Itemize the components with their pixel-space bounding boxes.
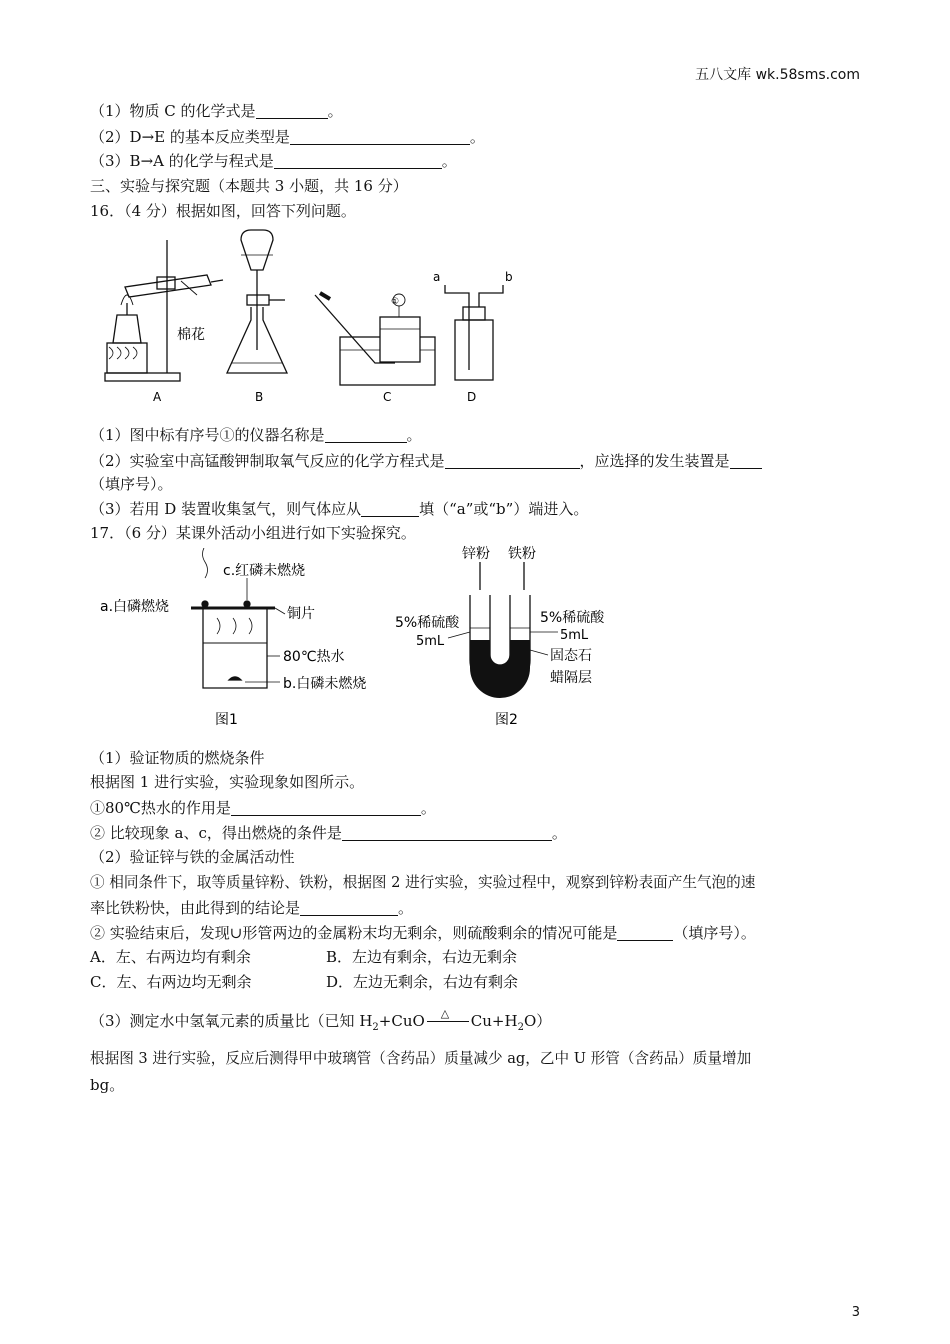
apparatus-b-label: B <box>255 390 264 404</box>
q17-part2-q2: ② 实验结束后，发现∪形管两边的金属粉末均无剩余，则硫酸剩余的情况可能是 （填序号）。 <box>90 924 756 942</box>
wax-label-2: 蜡隔层 <box>550 670 592 686</box>
option-d[interactable]: D．左边无剩余，右边有剩余 <box>326 973 519 991</box>
zinc-label: 锌粉 <box>462 546 490 562</box>
apparatus-figure <box>95 225 535 410</box>
q16-part2: （2）实验室中高锰酸钾制取氧气反应的化学方程式是 ，应选择的发生装置是 <box>90 450 762 472</box>
q17-part3: （3）测定水中氢氧元素的质量比（已知 $H_2+CuO$ △ $Cu+H_2O$） <box>90 1010 551 1039</box>
marker-1: ① <box>390 297 400 307</box>
option-c[interactable]: C．左、右两边均无剩余 <box>90 973 252 991</box>
q17-part2-q1-line1: ① 相同条件下，取等质量锌粉、铁粉，根据图 2 进行实验，实验过程中，观察到锌粉表面产生气泡的速 <box>90 874 756 891</box>
q17-part3-line2: bg。 <box>90 1076 125 1094</box>
figure-1 <box>95 548 395 733</box>
cotton-label: 棉花 <box>177 327 205 343</box>
q15-part1: （1）物质 C 的化学式是 。 <box>90 102 343 120</box>
answer-blank[interactable] <box>300 900 398 916</box>
answer-blank[interactable] <box>274 153 442 169</box>
q17-part2-title: （2）验证锌与铁的金属活动性 <box>90 848 295 866</box>
answer-blank[interactable] <box>361 501 419 517</box>
answer-blank[interactable] <box>325 427 407 443</box>
apparatus-a-label: A <box>153 390 162 404</box>
q17-part1-title: （1）验证物质的燃烧条件 <box>90 749 265 767</box>
q17-part1-q1: ①80℃热水的作用是 。 <box>90 799 436 817</box>
vol-left-label: 5mL <box>416 634 445 649</box>
answer-blank[interactable] <box>445 453 580 469</box>
q17-stem: 17．（6 分）某课外活动小组进行如下实验探究。 <box>90 524 416 542</box>
answer-blank[interactable] <box>256 103 328 119</box>
q17-part1-q2: ② 比较现象 a、c，得出燃烧的条件是 。 <box>90 824 567 842</box>
fig1-b-label: b.白磷未燃烧 <box>283 676 367 692</box>
figure-2 <box>390 540 630 735</box>
q15-part2: （2）D→E 的基本反应类型是 。 <box>90 128 485 146</box>
copper-label: 铜片 <box>287 606 315 622</box>
answer-blank[interactable] <box>730 453 762 469</box>
q17-part1-intro: 根据图 1 进行实验，实验现象如图所示。 <box>90 773 365 791</box>
q16-part3: （3）若用 D 装置收集氢气，则气体应从 填（“a”或“b”）端进入。 <box>90 500 589 518</box>
port-a-label: a <box>433 270 441 284</box>
apparatus-d-label: D <box>467 390 477 404</box>
answer-blank[interactable] <box>342 825 552 841</box>
reaction-arrow <box>427 1007 469 1022</box>
fig1-a-label: a.白磷燃烧 <box>100 599 170 615</box>
answer-blank[interactable] <box>290 129 470 145</box>
page-number: 3 <box>851 1305 860 1320</box>
q17-part3-line1: 根据图 3 进行实验，反应后测得甲中玻璃管（含药品）质量减少 ag，乙中 U 形管（含药品）质量增加 <box>90 1050 752 1067</box>
option-b[interactable]: B．左边有剩余，右边无剩余 <box>326 948 518 966</box>
q15-part3: （3）B→A 的化学与程式是 。 <box>90 152 457 170</box>
answer-blank[interactable] <box>231 800 421 816</box>
apparatus-a <box>105 240 223 381</box>
iron-label: 铁粉 <box>508 546 536 562</box>
q16-part1: （1）图中标有序号①的仪器名称是 。 <box>90 426 422 444</box>
fig1-c-label: c.红磷未燃烧 <box>223 563 306 579</box>
acid-right-label: 5%稀硫酸 <box>540 610 605 626</box>
apparatus-b <box>227 230 287 373</box>
apparatus-d <box>445 285 503 380</box>
answer-blank[interactable] <box>617 925 673 941</box>
water-label: 80℃热水 <box>283 649 345 665</box>
u-tube <box>448 562 558 698</box>
section-title: 三、实验与探究题（本题共 3 小题，共 16 分） <box>90 177 408 195</box>
wax-label-1: 固态石 <box>550 648 592 664</box>
option-a[interactable]: A．左、右两边均有剩余 <box>90 948 251 966</box>
apparatus-c <box>315 293 435 385</box>
apparatus-c-label: C <box>383 390 392 404</box>
port-b-label: b <box>505 270 513 284</box>
vol-right-label: 5mL <box>560 628 589 643</box>
fig1-caption: 图1 <box>215 712 238 728</box>
fig2-caption: 图2 <box>495 712 518 728</box>
q16-part2-cont: （填序号）。 <box>90 475 173 493</box>
q17-part2-q1-line2: 率比铁粉快，由此得到的结论是 。 <box>90 899 414 917</box>
q16-stem: 16．（4 分）根据如图，回答下列问题。 <box>90 202 356 220</box>
site-header: 五八文库 wk.58sms.com <box>695 67 860 83</box>
acid-left-label: 5%稀硫酸 <box>395 615 460 631</box>
heat-condition-icon: △ <box>440 1007 450 1020</box>
